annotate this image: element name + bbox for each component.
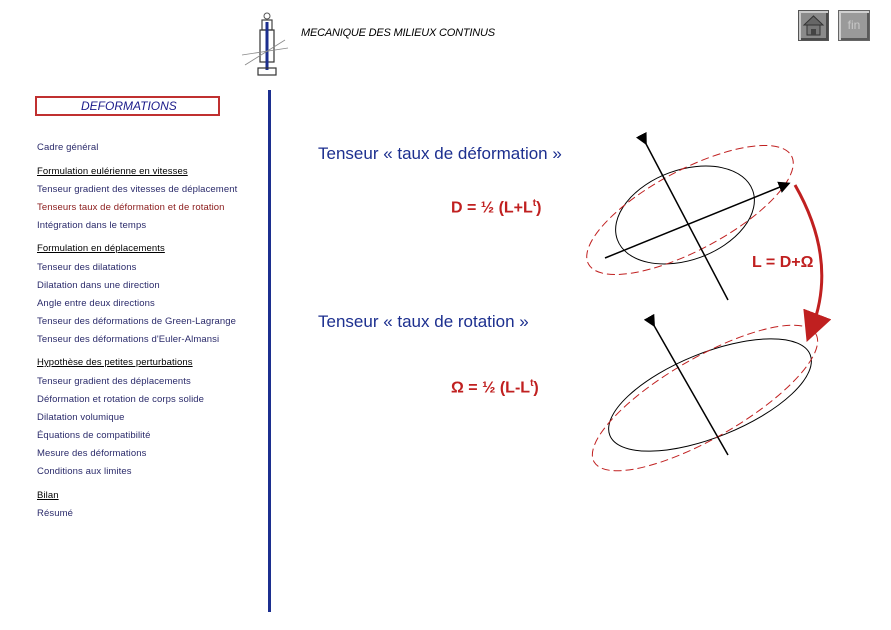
section-title-box[interactable]: DEFORMATIONS [35, 96, 220, 116]
sidebar-item[interactable]: Mesure des déformations [37, 448, 147, 459]
formula-D-close: ) [536, 199, 542, 217]
sidebar-item[interactable]: Dilatation dans une direction [37, 280, 160, 291]
formula-D-sup: t [532, 198, 537, 209]
deformation-figure [570, 130, 814, 300]
sidebar-item[interactable]: Tenseur des dilatations [37, 262, 137, 273]
formula-Omega-sup: t [530, 378, 534, 389]
formula-D [451, 198, 541, 217]
transform-arrow [795, 185, 822, 328]
formula-Omega [451, 378, 539, 397]
heading-rotation-rate: Tenseur « taux de rotation » [318, 312, 529, 331]
formula-D-text: D = ½ (L+L [451, 199, 533, 217]
app-title: MECANIQUE DES MILIEUX CONTINUS [301, 27, 495, 39]
home-icon [799, 11, 828, 40]
ellipse-diagram [560, 130, 860, 500]
heading-deformation-rate: Tenseur « taux de déformation » [318, 144, 562, 163]
vertical-divider [268, 90, 271, 612]
rotated-ellipse-bottom [574, 299, 836, 496]
axis-line-top-1 [644, 140, 728, 300]
sidebar-item[interactable]: Cadre général [37, 142, 99, 153]
home-button[interactable] [798, 10, 829, 41]
sidebar-item[interactable]: Formulation en déplacements [37, 243, 165, 254]
sidebar-item[interactable]: Bilan [37, 490, 59, 501]
sidebar-item[interactable]: Angle entre deux directions [37, 298, 155, 309]
logo-lighthouse-icon [240, 10, 290, 82]
sidebar-item[interactable]: Tenseur gradient des vitesses de déplacement [37, 184, 238, 195]
end-button[interactable]: fin [838, 10, 870, 41]
original-ellipse-bottom [594, 316, 826, 475]
formula-L: L = D+Ω [752, 254, 814, 271]
sidebar-item[interactable]: Conditions aux limites [37, 466, 132, 477]
rotation-figure [574, 299, 836, 496]
sidebar-item[interactable]: Dilatation volumique [37, 412, 125, 423]
sidebar-item[interactable]: Formulation eulérienne en vitesses [37, 166, 188, 177]
sidebar-item[interactable]: Résumé [37, 508, 73, 519]
formula-Omega-text: Ω = ½ (L-L [451, 379, 531, 397]
sidebar-item[interactable]: Tenseur des déformations de Green-Lagrange [37, 316, 237, 327]
sidebar-item[interactable]: Déformation et rotation de corps solide [37, 394, 205, 405]
axis-line-bottom [652, 322, 728, 455]
deformed-ellipse-top [570, 130, 814, 299]
formula-Omega-close: ) [533, 379, 539, 397]
sidebar-item[interactable]: Tenseurs taux de déformation et de rotation [37, 202, 225, 213]
sidebar-item[interactable]: Tenseur des déformations d'Euler-Almansi [37, 334, 220, 345]
sidebar-item[interactable]: Intégration dans le temps [37, 220, 147, 231]
sidebar-item[interactable]: Hypothèse des petites perturbations [37, 357, 193, 368]
sidebar-item[interactable]: Équations de compatibilité [37, 430, 151, 441]
sidebar-item[interactable]: Tenseur gradient des déplacements [37, 376, 191, 387]
